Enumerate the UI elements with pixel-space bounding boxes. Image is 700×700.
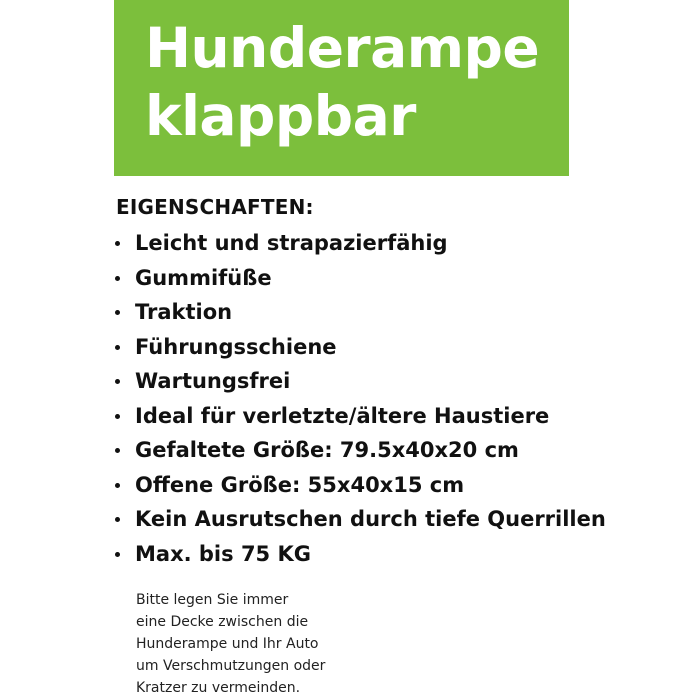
product-title-line-2: klappbar	[145, 84, 416, 148]
feature-text: Kein Ausrutschen durch tiefe Querrillen	[135, 507, 606, 531]
bullet-icon	[115, 345, 120, 350]
care-note-line: Kratzer zu vermeinden.	[136, 680, 301, 696]
features-heading: EIGENSCHAFTEN:	[116, 195, 314, 219]
bullet-icon	[115, 414, 120, 419]
feature-text: Leicht und strapazierfähig	[135, 231, 448, 255]
feature-text: Offene Größe: 55x40x15 cm	[135, 472, 465, 497]
bullet-icon	[115, 552, 120, 557]
feature-text: Gefaltete Größe: 79.5x40x20 cm	[135, 438, 519, 462]
care-note-line: Hunderampe und Ihr Auto	[136, 636, 319, 652]
bullet-icon	[115, 276, 120, 281]
feature-item	[0, 330, 606, 365]
feature-item	[0, 399, 606, 434]
care-note	[136, 589, 396, 699]
product-title-line-1: Hunderampe	[145, 16, 540, 80]
care-note-line: Bitte legen Sie immer	[136, 592, 289, 608]
bullet-icon	[115, 379, 120, 384]
care-note-line: um Verschmutzungen oder	[136, 658, 326, 674]
feature-item	[0, 261, 606, 296]
title-banner	[114, 0, 569, 176]
feature-item	[0, 295, 606, 330]
bullet-icon	[115, 448, 120, 453]
bullet-icon	[115, 517, 120, 522]
bullet-icon	[115, 310, 120, 315]
feature-item	[0, 537, 606, 572]
feature-item	[0, 468, 606, 503]
care-note-line: eine Decke zwischen die	[136, 614, 309, 630]
bullet-icon	[115, 241, 120, 246]
feature-text: Max. bis 75 KG	[135, 541, 311, 566]
feature-item	[0, 226, 606, 261]
feature-item	[0, 433, 606, 468]
feature-text: Gummifüße	[135, 265, 272, 290]
product-title	[145, 14, 539, 150]
feature-text: Ideal für verletzte/ältere Haustiere	[135, 403, 550, 428]
feature-text: Führungsschiene	[135, 334, 337, 359]
feature-text: Wartungsfrei	[135, 369, 291, 393]
feature-item	[0, 502, 606, 537]
bullet-icon	[115, 483, 120, 488]
feature-item	[0, 364, 606, 399]
features-list	[0, 226, 606, 571]
feature-text: Traktion	[135, 300, 233, 324]
